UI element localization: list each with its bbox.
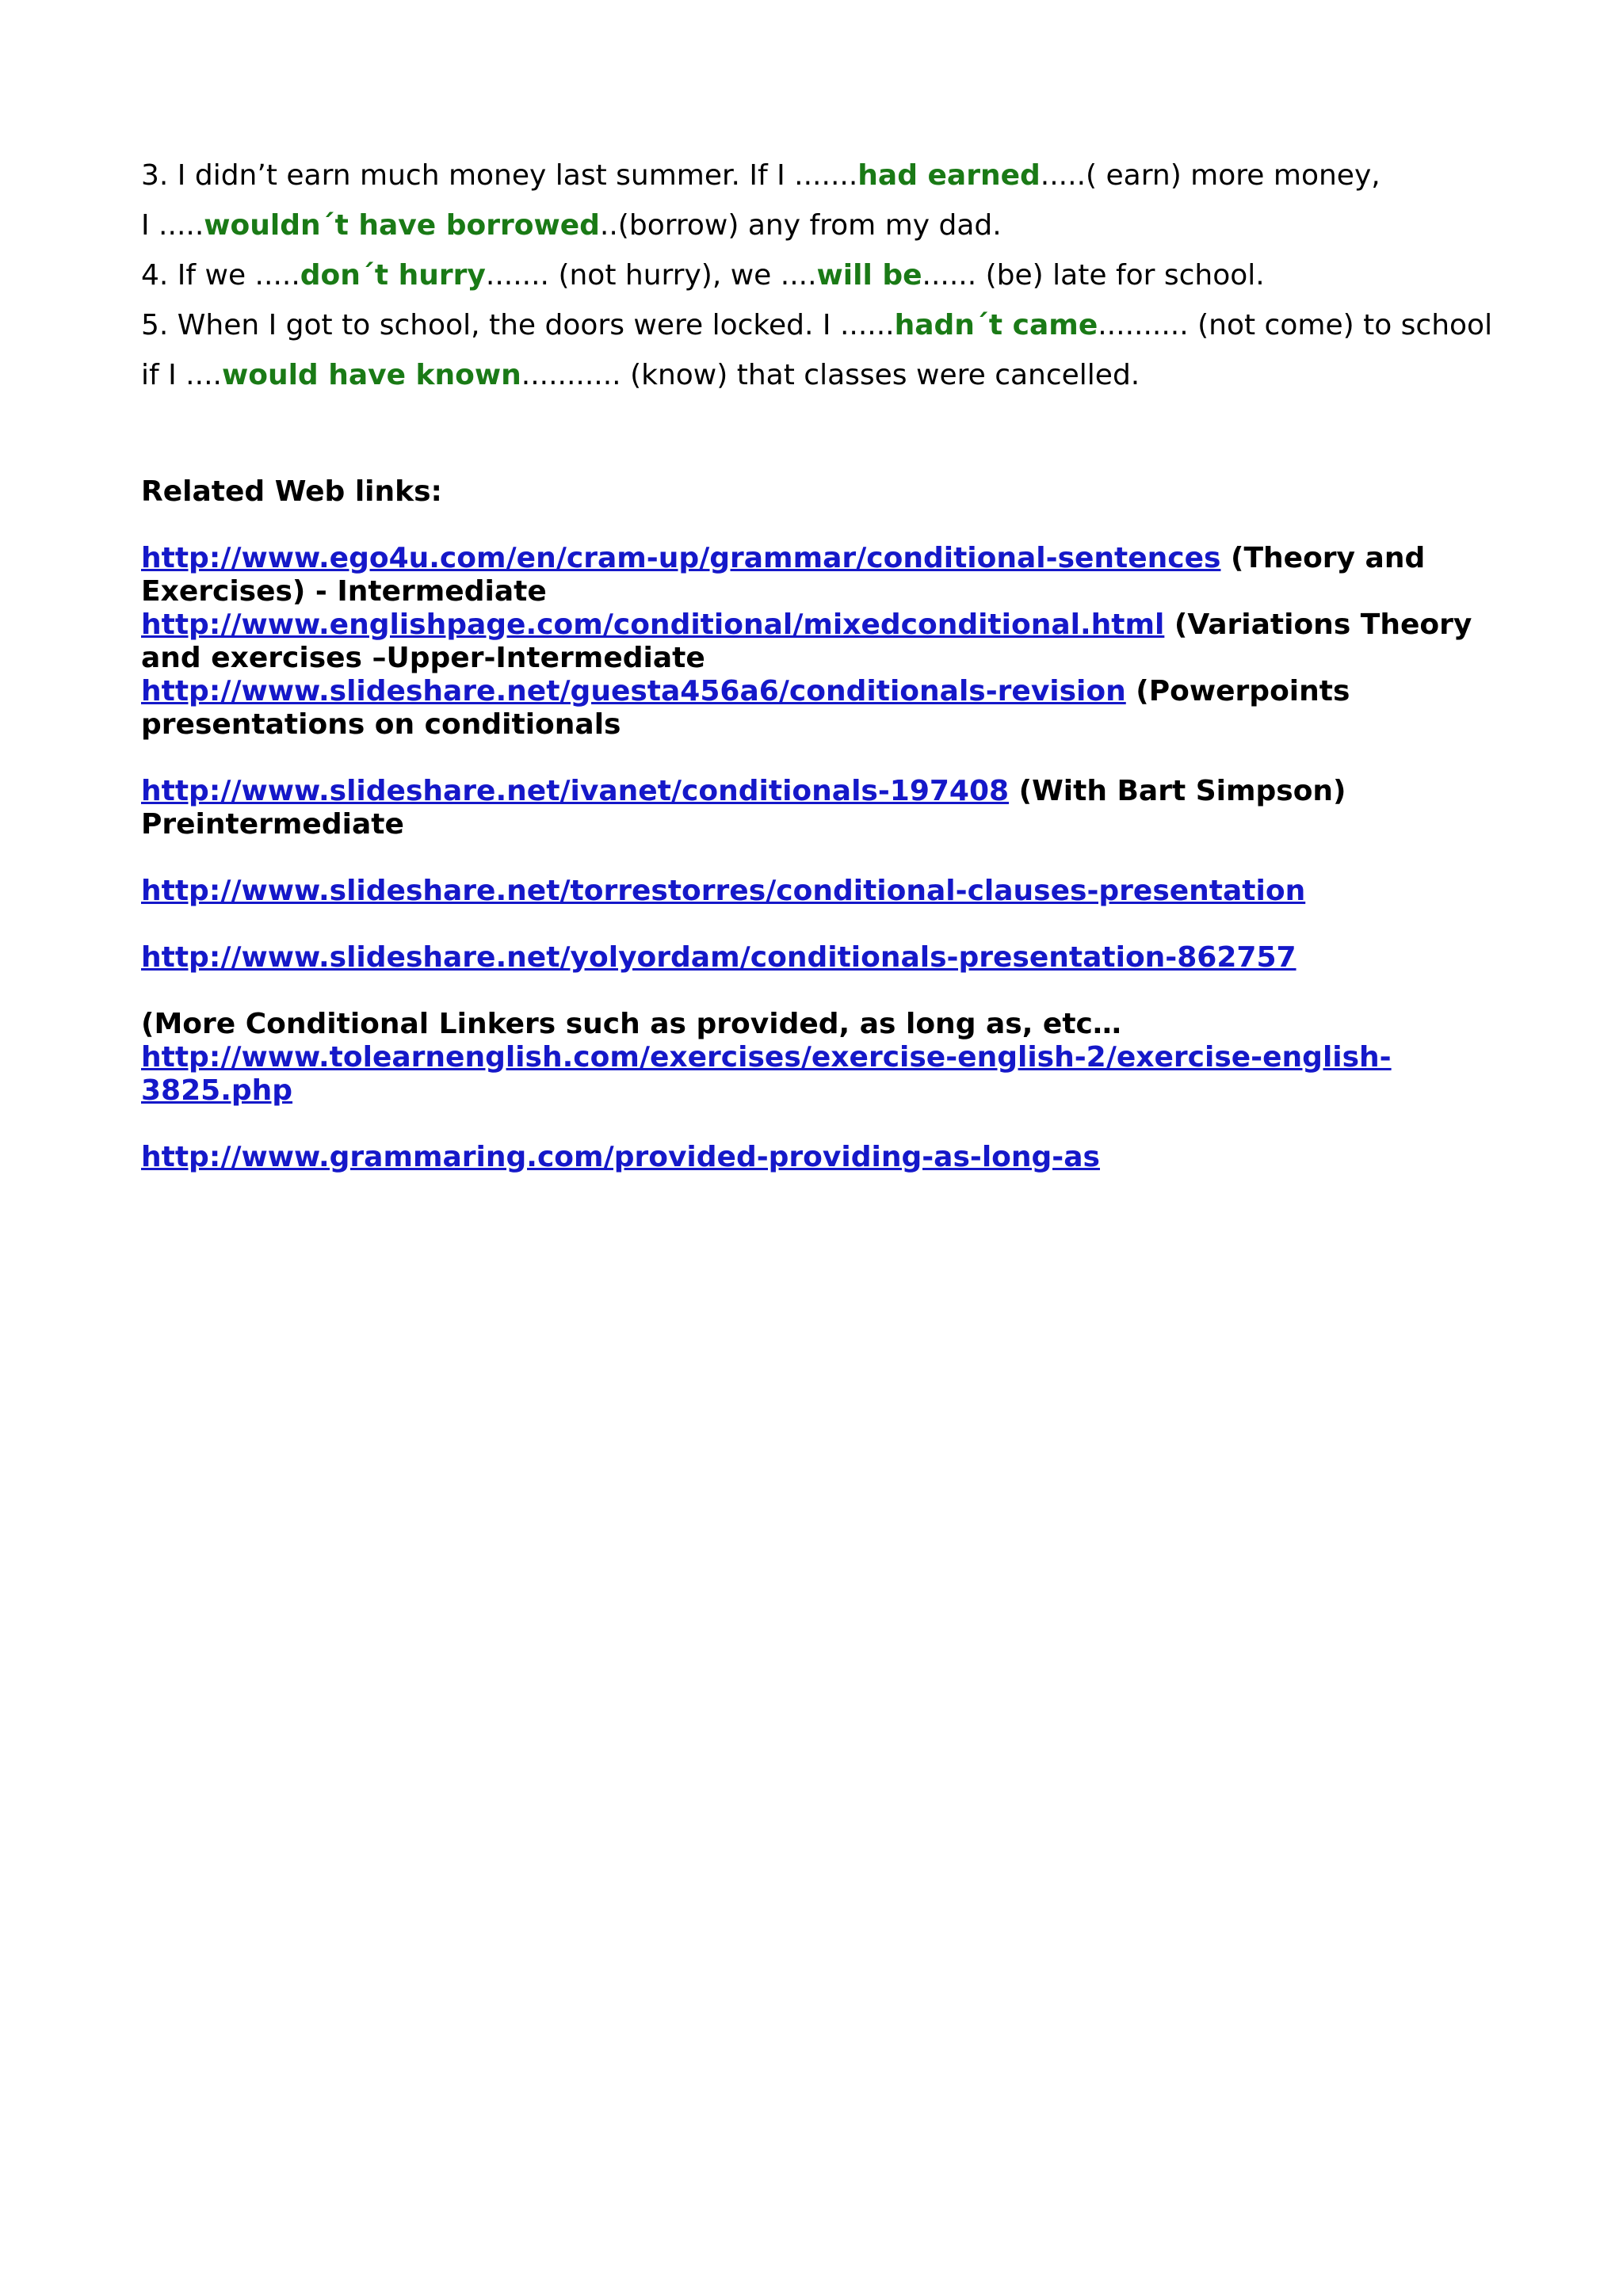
exercise-line: [141, 300, 1504, 350]
link-note: (With Bart Simpson) Preintermediate: [141, 775, 1346, 841]
exercise-text: if I ....: [141, 359, 222, 391]
link-entry: [141, 608, 1504, 675]
exercise-text: .......... (not come) to school: [1098, 309, 1493, 341]
exercise-text: 5. When I got to school, the doors were locked. I ......: [141, 309, 895, 341]
exercise-section: [141, 151, 1504, 400]
answer-text: had earned: [857, 159, 1041, 192]
answer-text: wouldn´t have borrowed: [204, 209, 600, 242]
link-entry: [141, 941, 1504, 974]
links-heading: Related Web links:: [141, 475, 442, 508]
link-englishpage[interactable]: http://www.englishpage.com/conditional/mixedconditional.html: [141, 608, 1165, 641]
link-entry: [141, 775, 1504, 841]
more-linkers-note: (More Conditional Linkers such as provided, as long as, etc…: [141, 1008, 1121, 1040]
spacer: [141, 841, 1504, 875]
link-ego4u[interactable]: http://www.ego4u.com/en/cram-up/grammar/conditional-sentences: [141, 542, 1221, 574]
exercise-text: I .....: [141, 209, 204, 242]
link-grammaring[interactable]: http://www.grammaring.com/provided-providing-as-long-as: [141, 1141, 1100, 1173]
link-slideshare-yolyordam[interactable]: http://www.slideshare.net/yolyordam/conditionals-presentation-862757: [141, 941, 1296, 974]
link-entry: [141, 875, 1504, 908]
answer-text: hadn´t came: [894, 309, 1098, 341]
exercise-line: [141, 250, 1504, 300]
exercise-text: ........... (know) that classes were cancelled.: [521, 359, 1140, 391]
link-note: (Powerpoints presentations on conditionals: [141, 675, 1350, 741]
link-entry: [141, 542, 1504, 608]
exercise-text: 3. I didn’t earn much money last summer. If I .......: [141, 159, 858, 192]
link-entry: [141, 675, 1504, 742]
link-entry: [141, 1141, 1504, 1174]
related-links-section: [141, 475, 1504, 1174]
link-note: (Theory and Exercises) - Intermediate: [141, 542, 1426, 608]
exercise-line: [141, 200, 1504, 250]
link-note: (Variations Theory and exercises –Upper-Intermediate: [141, 608, 1472, 674]
answer-text: will be: [816, 259, 922, 292]
exercise-line: [141, 350, 1504, 400]
answer-text: would have known: [221, 359, 521, 391]
answer-text: don´t hurry: [300, 259, 486, 292]
exercise-text: ....... (not hurry), we ....: [485, 259, 817, 292]
link-entry: [141, 1041, 1409, 1108]
exercise-text: ..(borrow) any from my dad.: [599, 209, 1002, 242]
link-slideshare-ivanet[interactable]: http://www.slideshare.net/ivanet/conditionals-197408: [141, 775, 1010, 807]
exercise-line: [141, 151, 1504, 200]
link-slideshare-guesta[interactable]: http://www.slideshare.net/guesta456a6/conditionals-revision: [141, 675, 1126, 707]
spacer: [141, 974, 1504, 1008]
exercise-text: ...... (be) late for school.: [922, 259, 1265, 292]
spacer: [141, 1108, 1504, 1141]
spacer: [141, 742, 1504, 775]
link-slideshare-torrestorres[interactable]: http://www.slideshare.net/torrestorres/conditional-clauses-presentation: [141, 875, 1306, 907]
document-page: [141, 151, 1504, 1174]
exercise-text: 4. If we .....: [141, 259, 300, 292]
spacer: [141, 908, 1504, 941]
exercise-text: .....( earn) more money,: [1040, 159, 1381, 192]
link-tolearnenglish[interactable]: http://www.tolearnenglish.com/exercises/exercise-english-2/exercise-english-3825.php: [141, 1041, 1392, 1107]
